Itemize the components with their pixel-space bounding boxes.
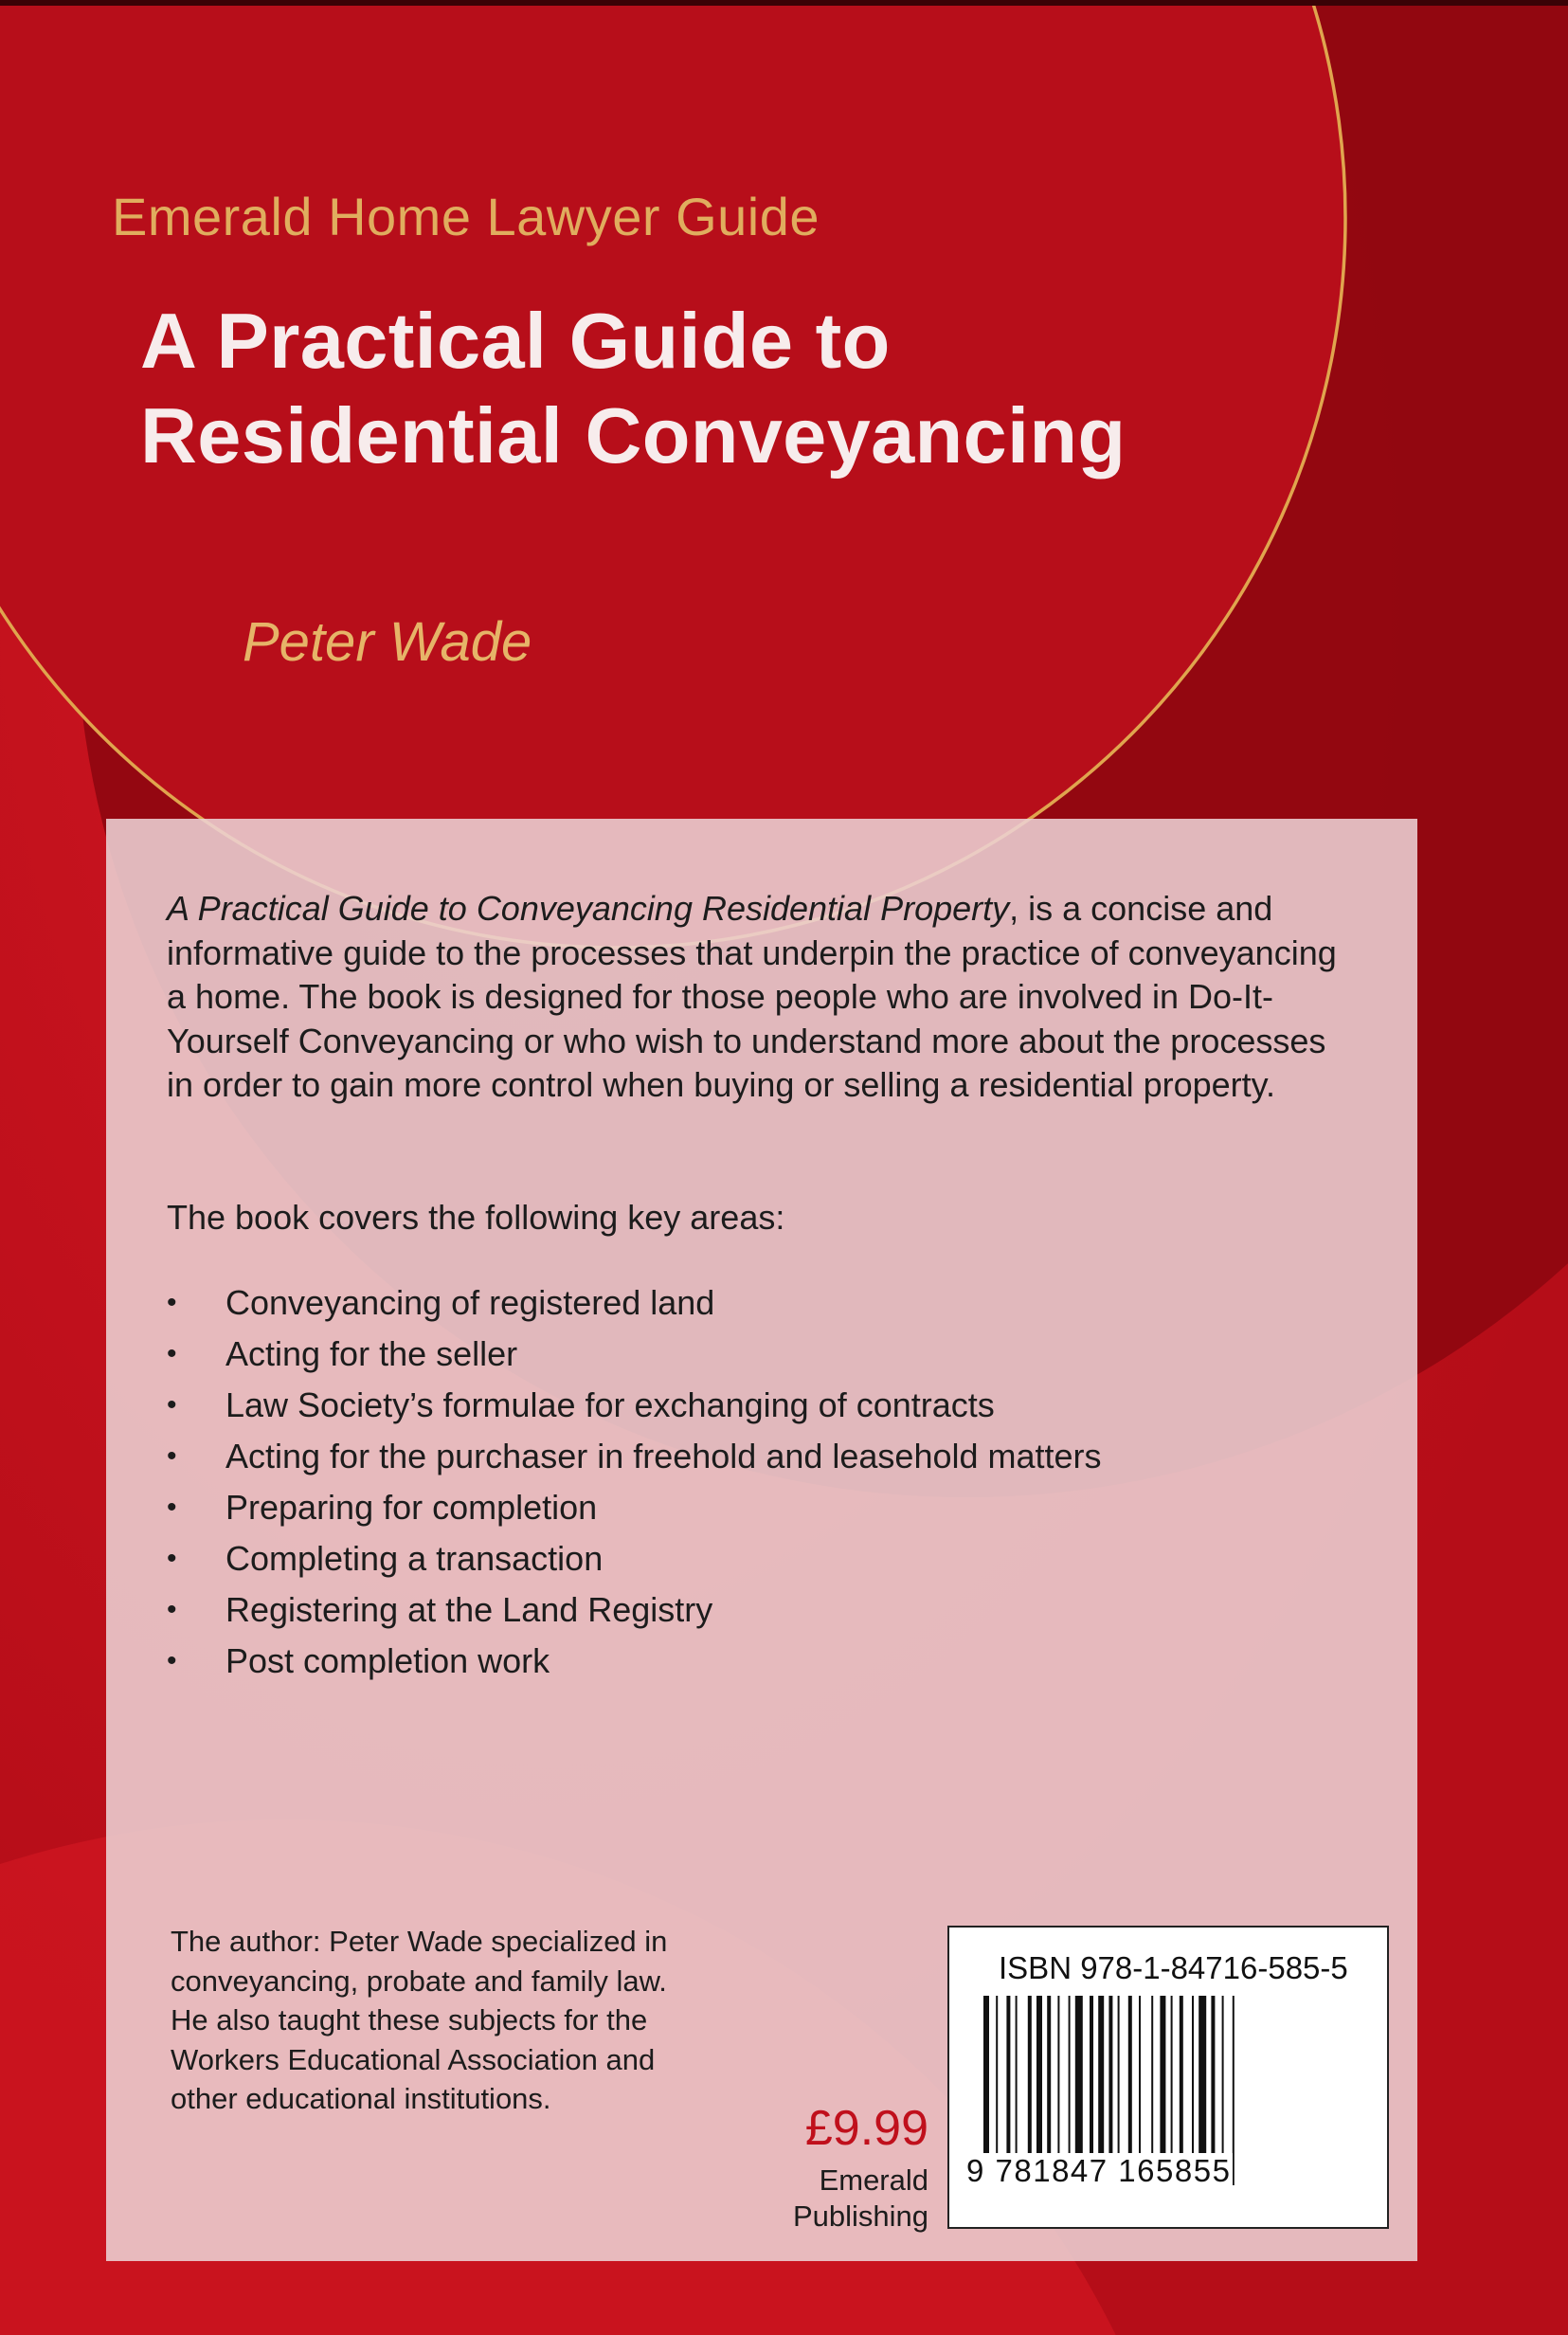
barcode-bar bbox=[1075, 1996, 1083, 2155]
key-area-label: Acting for the seller bbox=[225, 1334, 518, 1373]
barcode-bar bbox=[1128, 1996, 1132, 2155]
key-area-item bbox=[167, 1533, 1102, 1584]
author-bio: The author: Peter Wade specialized in conveyancing, probate and family law. He also taught these subjects for the Workers Educational Association and other educational institutions. bbox=[171, 1925, 668, 2115]
bullet-icon: • bbox=[167, 1440, 177, 1472]
key-area-item bbox=[167, 1277, 1102, 1329]
publisher-line-2: Publishing bbox=[792, 2199, 928, 2233]
barcode-bar bbox=[1192, 1996, 1194, 2155]
description-book-title: A Practical Guide to Conveyancing Residential Property bbox=[167, 889, 1010, 928]
barcode-bar bbox=[1016, 1996, 1018, 2155]
key-area-label: Acting for the purchaser in freehold and leasehold matters bbox=[225, 1437, 1102, 1475]
barcode-bar bbox=[1057, 1996, 1059, 2155]
barcode-bar bbox=[1047, 1996, 1051, 2155]
barcode-bar bbox=[1006, 1996, 1010, 2155]
series-name: Emerald Home Lawyer Guide bbox=[112, 187, 820, 246]
key-area-label: Preparing for completion bbox=[225, 1488, 598, 1527]
barcode-bar bbox=[1036, 1996, 1042, 2155]
publisher-name bbox=[793, 2163, 928, 2235]
book-title-line-1: A Practical Guide to bbox=[140, 297, 891, 385]
barcode-bar bbox=[1211, 1996, 1215, 2155]
key-area-label: Conveyancing of registered land bbox=[225, 1283, 715, 1322]
bullet-icon: • bbox=[167, 1594, 177, 1625]
bullet-icon: • bbox=[167, 1287, 177, 1318]
barcode-bar bbox=[1151, 1996, 1153, 2155]
key-area-item bbox=[167, 1431, 1102, 1482]
key-area-item bbox=[167, 1636, 1102, 1687]
isbn-label: ISBN 978-1-84716-585-5 bbox=[999, 1950, 1348, 1985]
bullet-icon: • bbox=[167, 1338, 177, 1369]
barcode-bar bbox=[1199, 1996, 1206, 2155]
bullet-icon: • bbox=[167, 1543, 177, 1574]
barcode-bar bbox=[1028, 1996, 1032, 2155]
key-area-label: Law Society’s formulae for exchanging of contracts bbox=[225, 1385, 995, 1424]
key-area-item bbox=[167, 1329, 1102, 1380]
barcode-bar bbox=[1139, 1996, 1141, 2155]
bullet-icon: • bbox=[167, 1645, 177, 1676]
book-description bbox=[167, 887, 1361, 1108]
barcode-bar bbox=[1160, 1996, 1165, 2155]
bullet-icon: • bbox=[167, 1492, 177, 1523]
key-area-label: Completing a transaction bbox=[225, 1539, 604, 1578]
price: £9.99 bbox=[804, 2101, 928, 2156]
key-area-label: Post completion work bbox=[225, 1641, 550, 1680]
barcode-bar bbox=[1090, 1996, 1093, 2155]
key-area-item bbox=[167, 1482, 1102, 1533]
key-area-label: Registering at the Land Registry bbox=[225, 1590, 713, 1629]
description-text: , is a concise and informative guide to the processes that underpin the practice of conveyancing a home. The book is designed for those people who are involved in Do-It-Yourself Conveyancing or who wish to understand more about the processes in order to gain more control when buying or selling a residential property. bbox=[167, 889, 1337, 1104]
barcode-digits: 9 781847 165855 bbox=[966, 2153, 1232, 2188]
key-areas-list bbox=[167, 1277, 1102, 1687]
barcode-bar bbox=[1098, 1996, 1104, 2155]
barcode-bar bbox=[1171, 1996, 1173, 2155]
publisher-line-1: Emerald bbox=[819, 2163, 928, 2197]
author-name: Peter Wade bbox=[243, 611, 532, 673]
key-area-item bbox=[167, 1380, 1102, 1431]
barcode-bar bbox=[1180, 1996, 1183, 2155]
bullet-icon: • bbox=[167, 1389, 177, 1421]
key-area-item bbox=[167, 1584, 1102, 1636]
barcode-bar bbox=[1069, 1996, 1071, 2155]
blurb-panel bbox=[106, 819, 1417, 2261]
book-title-line-2: Residential Conveyancing bbox=[140, 391, 1126, 480]
key-areas-intro: The book covers the following key areas: bbox=[167, 1198, 785, 1237]
barcode-box bbox=[947, 1926, 1389, 2229]
